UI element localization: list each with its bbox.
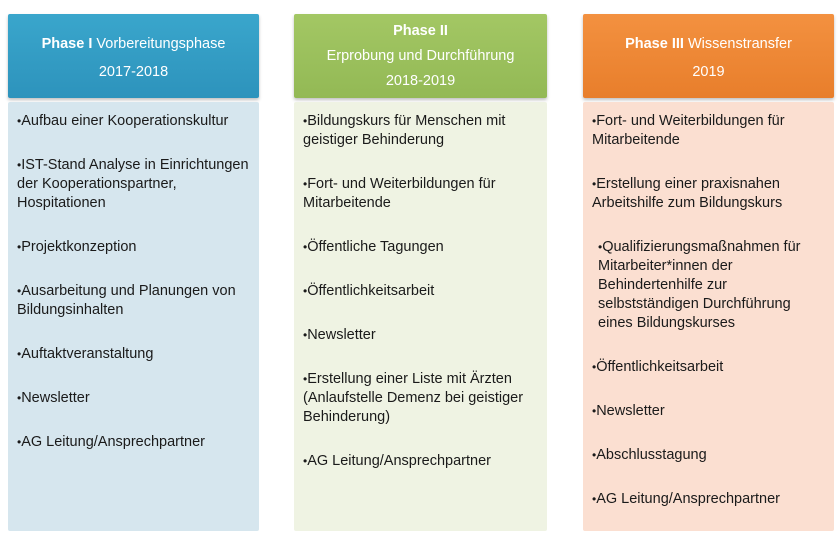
list-item: •AG Leitung/Ansprechpartner <box>303 453 491 469</box>
list-item: •Newsletter <box>17 390 90 406</box>
phase-2-title: Erprobung und Durchführung <box>326 48 515 64</box>
phase-2-list <box>303 112 541 496</box>
list-item: •AG Leitung/Ansprechpartner <box>592 491 780 507</box>
phase-1-column <box>8 14 259 531</box>
list-item: •Bildungskurs für Menschen mit geistiger Behinderung <box>303 113 506 148</box>
phase-2-name: Phase II <box>393 23 448 39</box>
list-item: •Abschlusstagung <box>592 447 707 463</box>
list-item: •Newsletter <box>303 327 376 343</box>
list-item: •Projektkonzeption <box>17 239 137 255</box>
list-item: •IST-Stand Analyse in Einrichtungen der Kooperationspartner, Hospitationen <box>17 157 249 211</box>
phase-2-body <box>294 102 547 531</box>
phase-3-body <box>583 102 834 531</box>
list-item: •Newsletter <box>592 403 665 419</box>
phase-1-years: 2017-2018 <box>98 64 169 80</box>
list-item: •Aufbau einer Kooperationskultur <box>17 113 229 129</box>
phase-1-header <box>8 14 259 98</box>
phase-1-body <box>8 102 259 531</box>
list-item: •Fort- und Weiterbildungen für Mitarbeitende <box>303 176 496 211</box>
phase-3-title: Wissenstransfer <box>687 36 792 52</box>
list-item: •Erstellung einer praxisnahen Arbeitshilfe zum Bildungskurs <box>592 176 783 211</box>
list-item: •Öffentlichkeitsarbeit <box>592 359 724 375</box>
phase-3-years: 2019 <box>692 64 725 80</box>
list-item: •AG Leitung/Ansprechpartner <box>17 434 205 450</box>
list-item: •Ausarbeitung und Planungen von Bildungsinhalten <box>17 283 236 318</box>
phase-3-column <box>583 14 834 531</box>
list-item: •Erstellung einer Liste mit Ärzten (Anlaufstelle Demenz bei geistiger Behinderung) <box>303 371 524 425</box>
phase-2-header <box>294 14 547 98</box>
list-item: •Qualifizierungsmaßnahmen für Mitarbeiter*innen der Behindertenhilfe zur selbstständigen Durchführung eines Bildungskurses <box>598 239 801 331</box>
phase-1-name: Phase I <box>41 36 93 52</box>
phase-1-title: Vorbereitungsphase <box>96 36 226 52</box>
list-item: •Öffentliche Tagungen <box>303 239 444 255</box>
list-item: •Fort- und Weiterbildungen für Mitarbeitende <box>592 113 785 148</box>
list-item: •Auftaktveranstaltung <box>17 346 154 362</box>
list-item: •Öffentlichkeitsarbeit <box>303 283 435 299</box>
phase-2-years: 2018-2019 <box>385 73 456 89</box>
phase-3-header <box>583 14 834 98</box>
phase-3-list <box>592 112 828 534</box>
phase-1-list <box>17 112 253 477</box>
phase-2-column <box>294 14 547 531</box>
phase-3-name: Phase III <box>625 36 684 52</box>
